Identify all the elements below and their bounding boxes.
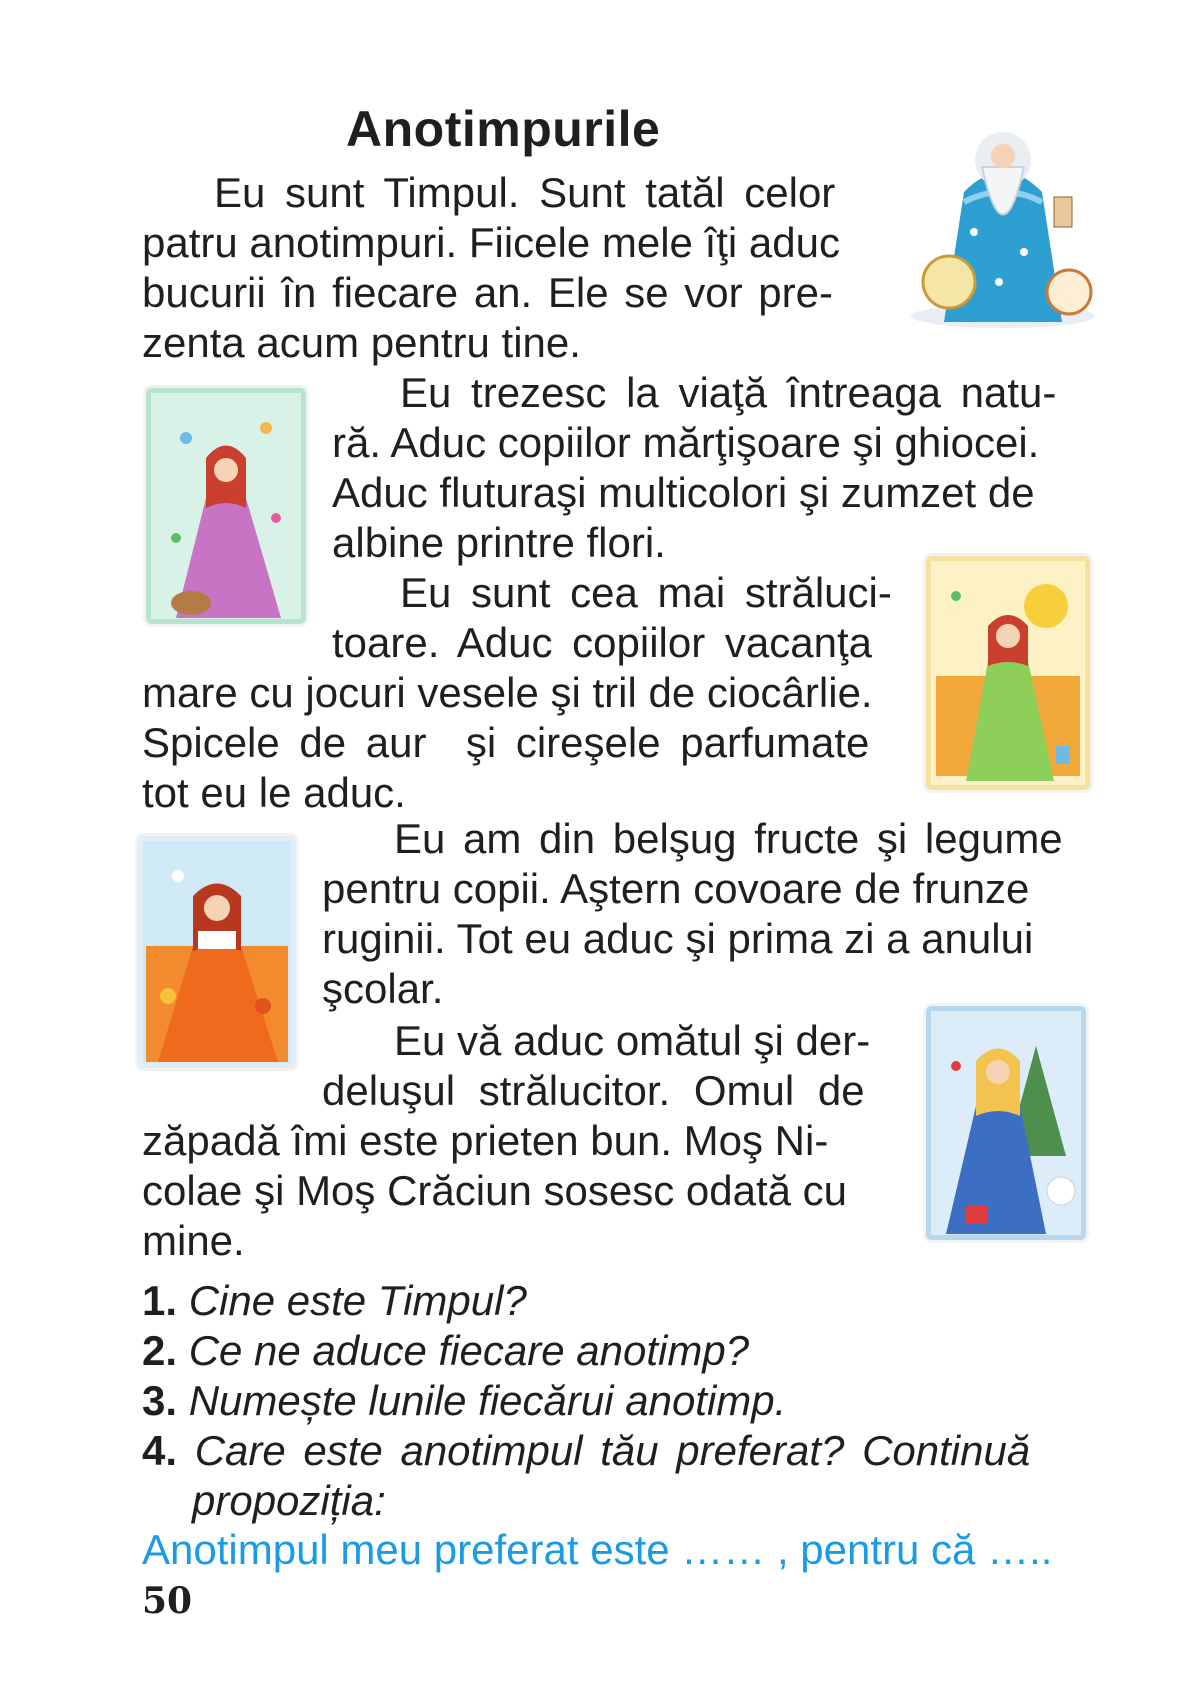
time-illustration: [904, 112, 1102, 334]
autumn-illustration: [138, 836, 296, 1068]
intro-line-1: Eu sunt Timpul. Sunt tatăl celor: [214, 169, 836, 216]
summer-line-4: Spicele de aur şi cireşele parfumate: [142, 719, 870, 766]
winter-line-5: mine.: [142, 1217, 245, 1264]
page-title: Anotimpurile: [346, 101, 661, 157]
autumn-girl-icon: [138, 836, 296, 1068]
question-1: [142, 1276, 527, 1326]
question-2: [142, 1326, 749, 1376]
spring-girl-icon: [146, 388, 306, 624]
winter-line-4: colae şi Moş Crăciun sosesc odată cu: [142, 1167, 847, 1214]
summer-girl-icon: [926, 556, 1090, 790]
question-text: Cine este Timpul?: [188, 1277, 527, 1324]
spring-line-2: ră. Aduc copiilor mărţişoare şi ghiocei.: [332, 419, 1040, 466]
summer-line-2: toare. Aduc copiilor vacanţa: [332, 619, 872, 666]
spring-line-3: Aduc fluturaşi multicolori şi zumzet de: [332, 469, 1035, 516]
intro-line-4: zenta acum pentru tine.: [142, 319, 581, 366]
question-number: 1.: [142, 1277, 178, 1324]
question-number: 3.: [142, 1377, 178, 1424]
question-4-continued: [192, 1476, 386, 1526]
old-man-time-icon: [904, 112, 1102, 334]
winter-girl-icon: [926, 1006, 1086, 1240]
question-text: Numește lunile fiecărui anotimp.: [188, 1377, 787, 1424]
spring-line-1: Eu trezesc la viaţă întreaga natu-: [400, 369, 1057, 416]
winter-illustration: [926, 1006, 1086, 1240]
question-number: 4.: [142, 1427, 178, 1474]
summer-line-5: tot eu le aduc.: [142, 769, 406, 816]
autumn-line-1: Eu am din belşug fructe şi legume: [394, 815, 1063, 862]
question-text: Ce ne aduce fiecare anotimp?: [188, 1327, 750, 1374]
question-4: [142, 1426, 1030, 1476]
summer-line-3: mare cu jocuri vesele şi tril de ciocârlie.: [142, 669, 873, 716]
answer-prompt: Anotimpul meu preferat este …… , pentru că …..: [142, 1526, 1053, 1573]
spring-illustration: [146, 388, 306, 624]
question-text: Care este anotimpul tău preferat? Continuă: [194, 1427, 1031, 1474]
page-number: 50: [142, 1580, 193, 1622]
intro-line-3: bucurii în fiecare an. Ele se vor pre-: [142, 269, 833, 316]
spring-line-4: albine printre flori.: [332, 519, 666, 566]
winter-line-2: deluşul strălucitor. Omul de: [322, 1067, 865, 1114]
question-3: [142, 1376, 786, 1426]
question-number: 2.: [142, 1327, 178, 1374]
winter-line-1: Eu vă aduc omătul şi der-: [394, 1017, 871, 1064]
autumn-line-2: pentru copii. Aştern covoare de frunze: [322, 865, 1030, 912]
question-text: propoziția:: [192, 1477, 386, 1524]
winter-line-3: zăpadă îmi este prieten bun. Moş Ni-: [142, 1117, 829, 1164]
autumn-line-4: şcolar.: [322, 965, 444, 1012]
intro-line-2: patru anotimpuri. Fiicele mele îţi aduc: [142, 219, 840, 266]
autumn-line-3: ruginii. Tot eu aduc şi prima zi a anului: [322, 915, 1034, 962]
summer-line-1: Eu sunt cea mai străluci-: [400, 569, 892, 616]
summer-illustration: [926, 556, 1090, 790]
